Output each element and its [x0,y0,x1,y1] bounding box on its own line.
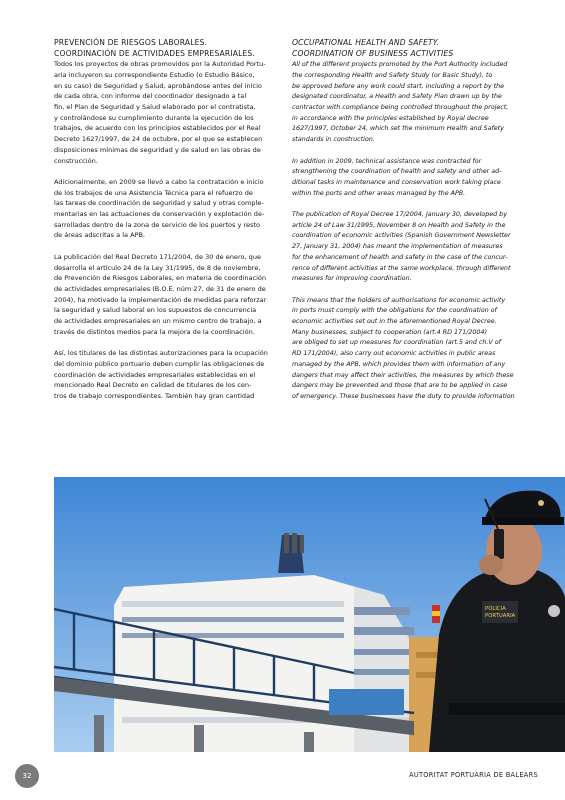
text-line: través de distintos medios para la mejora de la coordinación. [54,327,255,336]
paragraph-spacer [54,337,282,348]
publisher-footer: AUTORITAT PORTUÀRIA DE BALEARS [409,771,538,779]
text-line: are obliged to set up measures for coordination (art.5 and ch.V of [292,338,501,347]
paragraph [54,177,282,241]
text-line: La publicación del Real Decreto 171/2004, de 30 de enero, que [54,252,262,261]
text-line: de los trabajos de una Asistencia Técnica para el refuerzo de [54,188,253,197]
text-line: de áreas adscritas a la APB. [54,231,146,240]
text-line: las tareas de coordinación de seguridad y salud y otras comple- [54,199,264,208]
text-line: disposiciones mínimas de seguridad y de salud en las obras de [54,145,261,154]
port-photo-illustration [54,477,565,752]
text-line: del dominio público portuario deben cumplir las obligaciones de [54,359,265,368]
paragraph-spacer [292,198,518,209]
paragraph [54,59,282,166]
text-line: de cada obra, con informe del coordinador designado a tal [54,92,247,101]
spanish-heading [54,38,282,59]
text-line: de actividades empresariales en un mismo centro de trabajo, a [54,317,262,326]
text-line: trabajos, de acuerdo con los principios establecidos por el Real [54,124,261,133]
text-line: en su caso) de Seguridad y Salud, aprobándose antes del inicio [54,81,262,90]
text-line: de Prevención de Riesgos Laborales, en materia de coordinación [54,274,267,283]
paragraph [292,209,518,284]
spanish-heading-line: COORDINACIÓN DE ACTIVIDADES EMPRESARIALES. [54,48,255,58]
text-line: of emergency. These businesses have the duty to provide information [292,391,515,400]
paragraph [292,156,518,199]
patch-text: POLICIA [485,606,506,612]
gangway-cabin [329,689,404,715]
text-line: Decreto 1627/1997, de 24 de octubre, por el que se establecen [54,135,263,144]
text-line: Todos los proyectos de obras promovidos por la Autoridad Portu- [54,60,266,69]
text-line: fin, el Plan de Seguridad y Salud elaborado por el contratista, [54,103,256,111]
text-line: measures for improving coordination. [292,274,412,283]
text-line: All of the different projects promoted by the Port Authority included [292,60,508,69]
text-line: de actividades empresariales (B.O.E. núm 27, de 31 de enero de [54,284,266,293]
text-line: in ports must comply with the obligations for the coordination of [292,306,497,315]
text-line: the corresponding Health and Safety Study (or Basic Study), to [292,70,493,79]
text-line: tros de trabajo correspondientes. También hay gran cantidad [54,391,255,400]
paragraph-spacer [292,145,518,156]
text-line: 27, January 31, 2004) has meant the implementation of measures [292,242,503,251]
text-line: be approved before any work could start, including a report by the [292,81,505,90]
text-line: within the ports and other areas managed by the APB. [292,188,466,197]
spanish-heading-line: PREVENCIÓN DE RIESGOS LABORALES. [54,38,208,47]
paragraph [54,348,282,402]
paragraph [292,295,518,402]
text-line: 2004), ha motivado la implementación de medidas para reforzar [54,295,267,304]
text-line: managed by the APB, which provides them with information of any [292,359,506,368]
page-number: 32 [15,764,39,788]
text-line: This means that the holders of authorisations for economic activity [292,295,506,304]
text-line: designated coordinator, a Health and Safety Plan drawn up by the [292,92,502,101]
text-line: mencionado Real Decreto en calidad de titulares de los cen- [54,381,252,390]
ship-funnel [278,533,304,573]
text-line: contractor with compliance being controlled throughout the project, [292,103,509,111]
text-line: RD 171/2004), also carry out economic activities in public areas [292,349,496,358]
text-line: standards in construction. [292,135,375,144]
text-line: economic activities set out in the aforementioned Royal Decree. [292,317,497,326]
english-heading [292,38,518,59]
text-line: The publication of Royal Decree 17/2004, January 30, developed by [292,210,507,218]
paragraph-spacer [54,241,282,252]
text-line: dangers may be prevented and those that are to be applied in case [292,381,508,390]
port-photo [54,477,565,752]
text-line: y controlándose su cumplimiento durante la ejecución de los [54,113,254,122]
english-column [292,38,518,402]
paragraph [292,59,518,145]
text-line: coordinación de actividades empresariales establecidas en el [54,370,256,379]
text-line: dangers that may affect their activities, the measures by which these [292,370,514,379]
text-line: ditional tasks in maintenance and conservation work taking place [292,177,501,186]
badge-icon [548,605,560,617]
text-line: construcción. [54,156,98,165]
paragraph-spacer [292,284,518,295]
text-line: Así, los titulares de las distintas autorizaciones para la ocupación [54,349,268,358]
text-line: Adicionalmente, en 2009 se llevó a cabo la contratación e inicio [54,177,264,186]
text-line: for the enhancement of health and safety in the case of the concur- [292,252,508,261]
radio-icon [494,529,504,559]
text-line: In addition in 2009, technical assistance was contracted for [292,156,482,165]
paragraph [54,252,282,338]
spanish-column [54,38,282,402]
english-body [292,59,518,401]
text-line: 1627/1997, October 24, which set the minimum Health and Safety [292,124,504,133]
text-line: rence of different activities at the same workplace, through different [292,263,511,272]
officer-belt [449,703,565,715]
text-line: strengthening the coordination of health and safety and other ad- [292,167,502,176]
text-line: desarrolla el artículo 24 de la Ley 31/1995, de 8 de noviembre, [54,263,261,272]
text-line: coordination of economic activities (Spanish Government Newsletter [292,231,511,240]
text-line: mentarias en las actuaciones de conservación y explotación de- [54,210,265,219]
spanish-body [54,59,282,401]
paragraph-spacer [54,166,282,177]
text-line: la seguridad y salud laboral en los supuestos de concurrencia [54,306,257,315]
english-heading-line: OCCUPATIONAL HEALTH AND SAFETY. [292,38,440,47]
english-heading-line: COORDINATION OF BUSINESS ACTIVITIES [292,48,454,58]
patch-text: PORTUARIA [485,613,516,619]
text-line: aria incluyeron su correspondiente Estudio (o Estudio Básico, [54,70,255,79]
text-line: sarrolladas dentro de la zona de servicio de los puertos y resto [54,220,261,229]
text-line: Many businesses, subject to cooperation (art.4 RD 171/2004) [292,327,487,336]
police-patch [482,601,518,623]
text-line: article 24 of Law 31/1995, November 8 on Health and Safety in the [292,220,506,229]
text-line: in accordance with the principles established by Royal decree [292,113,489,122]
